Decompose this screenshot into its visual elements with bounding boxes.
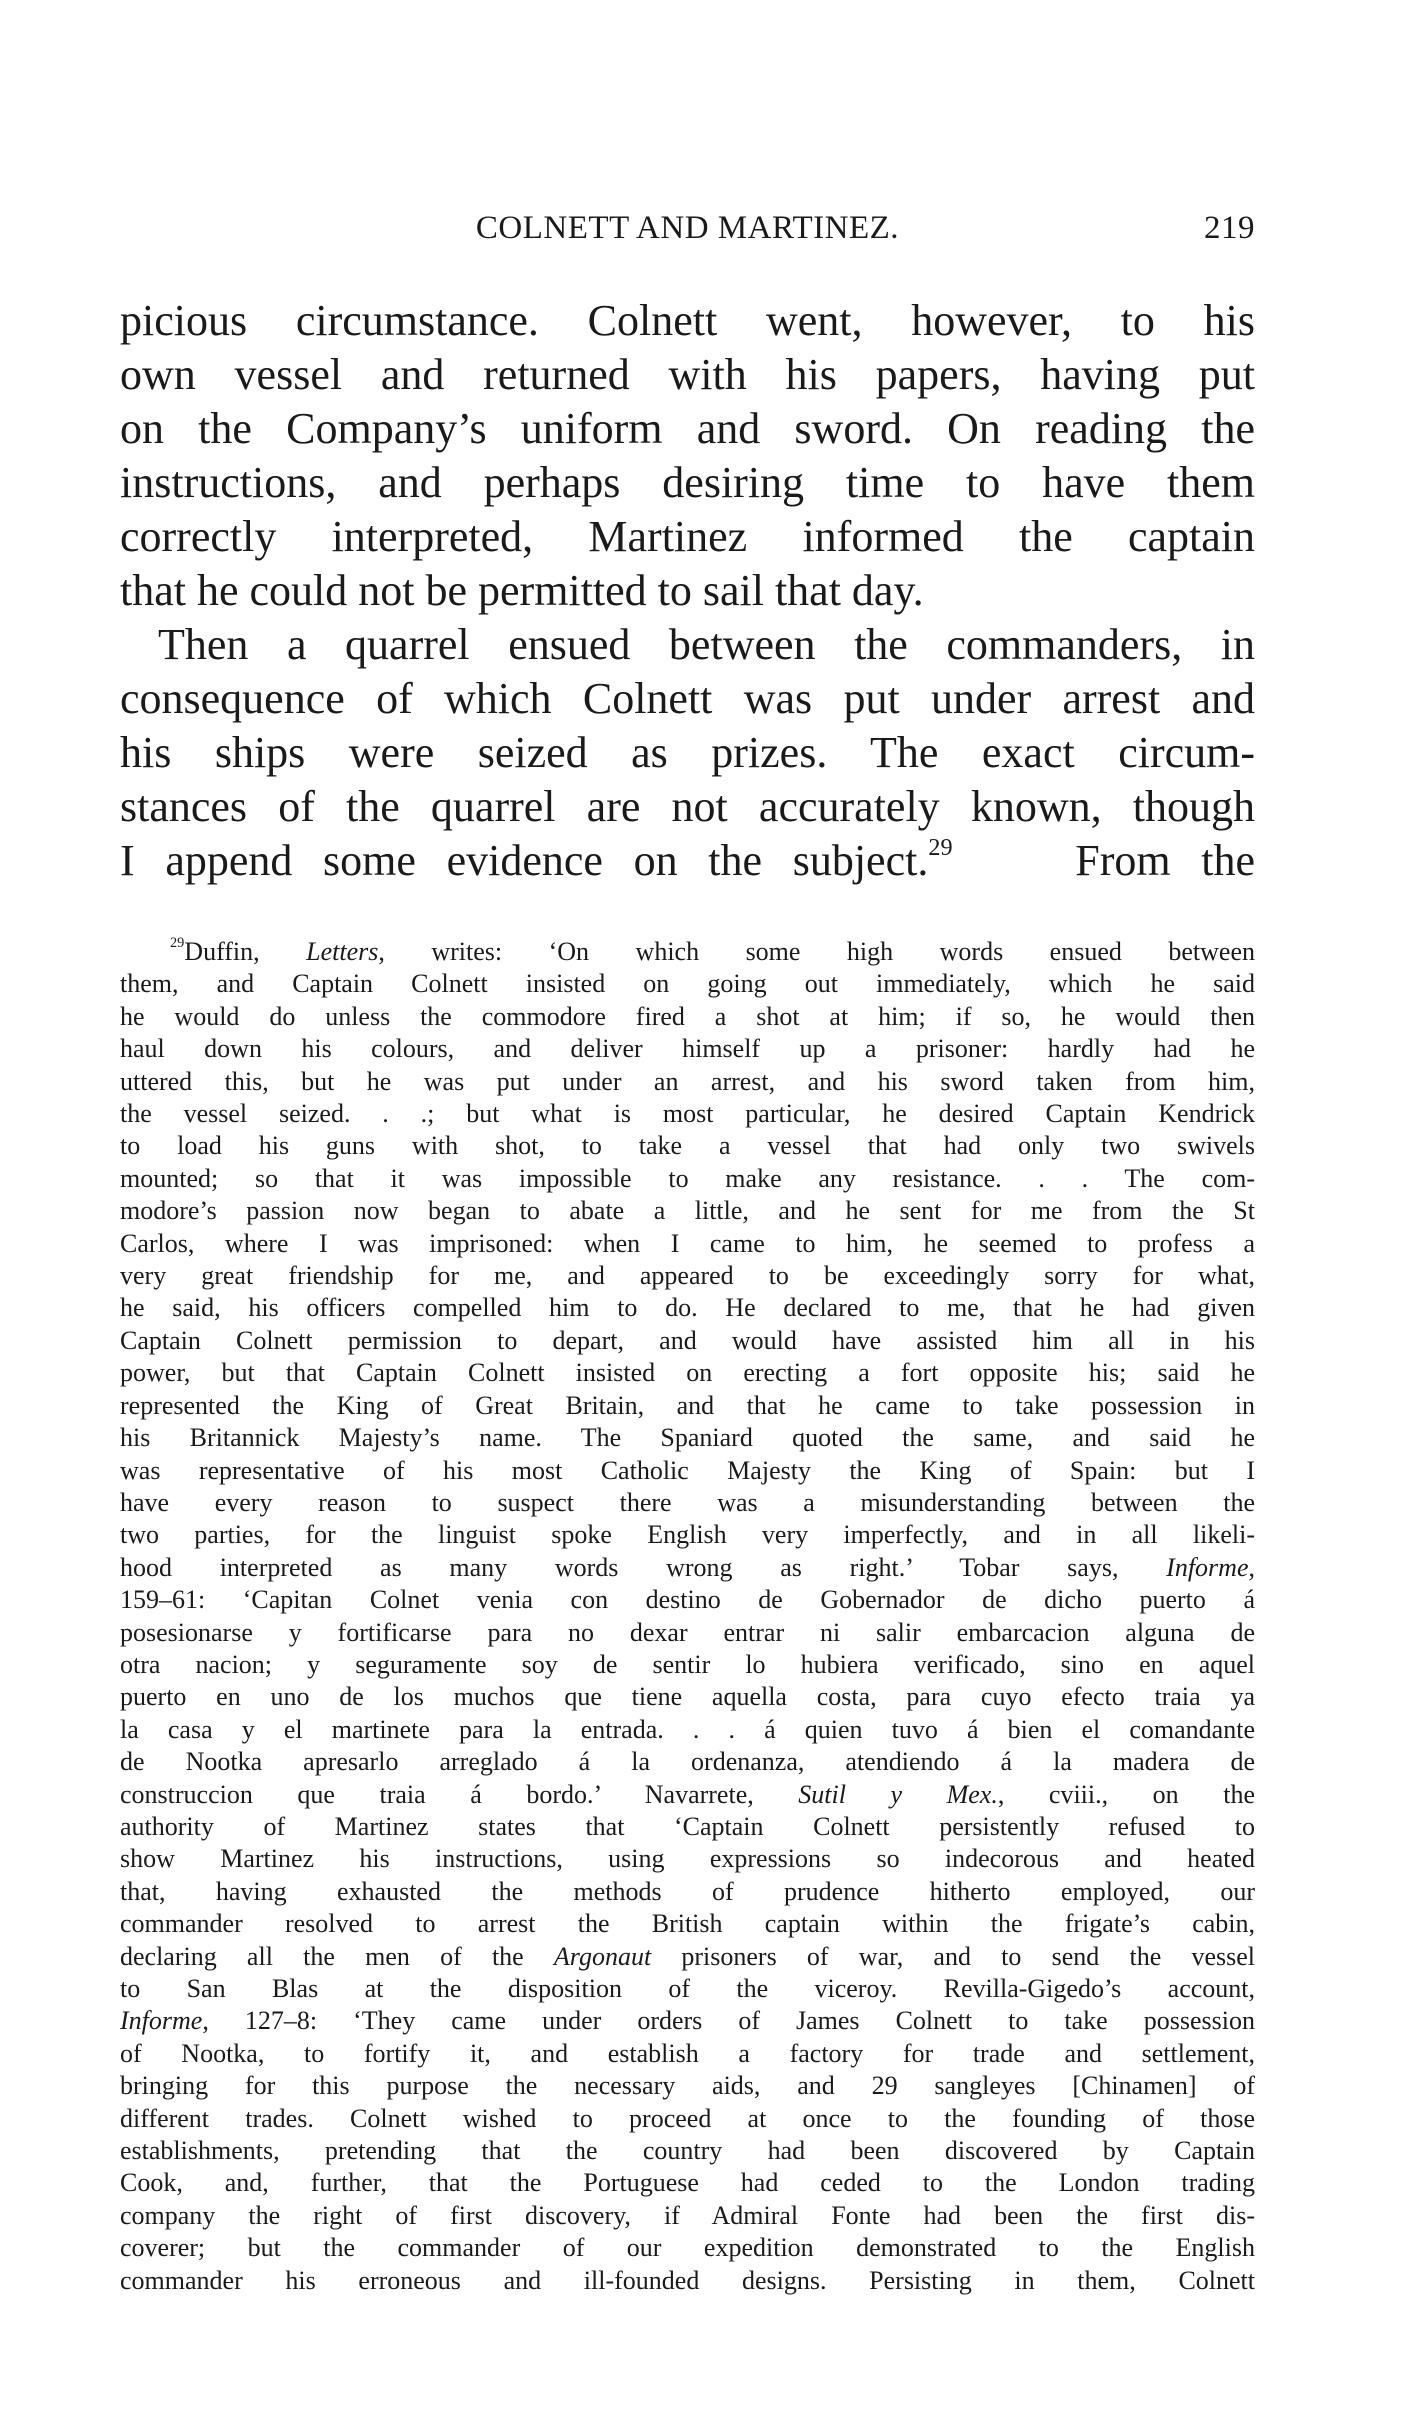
footnote-italic: Informe [1166,1552,1249,1582]
footnote-line: represented the King of Great Britain, and that he came to take possession in [120,1390,1255,1420]
footnote-line: uttered this, but he was put under an arrest, and his sword taken from him, [120,1066,1255,1096]
footnote-line: 159–61: ‘Capitan Colnet venia con destino de Gobernador de dicho puerto á [120,1585,1255,1615]
body-line: on the Company’s uniform and sword. On reading the [120,404,1255,453]
footnote-line: he would do unless the commodore fired a shot at him; if so, he would then [120,1001,1255,1031]
footnote-line: declaring all the men of the Argonaut prisoners of war, and to send the vessel [120,1941,1255,1971]
footnote-italic: Sutil y Mex. [798,1779,998,1809]
footnote-line: very great friendship for me, and appeared to be exceedingly sorry for what, [120,1261,1255,1291]
footnote-italic: Informe [120,2006,203,2036]
footnote-line: modore’s passion now began to abate a little, and he sent for me from the St [120,1196,1255,1226]
footnote [120,936,1255,2297]
footnote-line: he said, his officers compelled him to do. He declared to me, that he had given [120,1293,1255,1323]
footnote-line: commander resolved to arrest the British captain within the frigate’s cabin, [120,1909,1255,1939]
footnote-line: different trades. Colnett wished to proceed at once to the founding of those [120,2103,1255,2133]
body-line: stances of the quarrel are not accurately known, though [120,782,1255,831]
body-line-text: I append some evidence on the subject. [120,836,929,885]
body-line: his ships were seized as prizes. The exact circum- [120,728,1255,777]
footnote-line: $^{29}$Duffin, Letters, writes: ‘On which some high words ensued between [170,935,1255,966]
running-head [120,210,1255,254]
footnote-line: construccion que traia á bordo.’ Navarrete, Sutil y Mex., cviii., on the [120,1779,1255,1809]
book-page [120,210,1255,2297]
footnote-line: coverer; but the commander of our expedition demonstrated to the English [120,2233,1255,2263]
body-line-text: From the [1075,836,1255,885]
body-line: Then a quarrel ensued between the commanders, in [158,620,1255,669]
body-line: picious circumstance. Colnett went, however, to his [120,296,1255,345]
footnote-line: Informe, 127–8: ‘They came under orders of James Colnett to take possession [120,2006,1255,2036]
footnote-line: them, and Captain Colnett insisted on going out immediately, which he said [120,969,1255,999]
footnote-line: hood interpreted as many words wrong as right.’ Tobar says, Informe, [120,1552,1255,1582]
body-line: correctly interpreted, Martinez informed the captain [120,512,1255,561]
footnote-line: Cook, and, further, that the Portuguese had ceded to the London trading [120,2168,1255,2198]
footnote-line: otra nacion; y seguramente soy de sentir lo hubiera verificado, sino en aquel [120,1649,1255,1679]
footnote-line: haul down his colours, and deliver himself up a prisoner: hardly had he [120,1034,1255,1064]
footnote-line: Carlos, where I was imprisoned: when I came to him, he seemed to profess a [120,1228,1255,1258]
footnote-line: two parties, for the linguist spoke English very imperfectly, and in all likeli- [120,1520,1255,1550]
footnote-line: of Nootka, to fortify it, and establish a factory for trade and settlement, [120,2038,1255,2068]
body-line: consequence of which Colnett was put under arrest and [120,674,1255,723]
footnote-line: la casa y el martinete para la entrada. . . á quien tuvo á bien el comandante [120,1714,1255,1744]
footnote-line: bringing for this purpose the necessary aids, and 29 sangleyes [Chinamen] of [120,2071,1255,2101]
footnote-marker: 29 [170,935,185,952]
main-text [120,294,1255,888]
footnote-line: mounted; so that it was impossible to make any resistance. . . The com- [120,1163,1255,1193]
footnote-line: Captain Colnett permission to depart, and would have assisted him all in his [120,1325,1255,1355]
footnote-line: that, having exhausted the methods of prudence hitherto employed, our [120,1876,1255,1906]
page-number: 219 [1204,210,1255,246]
body-line: instructions, and perhaps desiring time to have them [120,458,1255,507]
body-line: own vessel and returned with his papers, having put [120,350,1255,399]
footnote-line: de Nootka apresarlo arreglado á la ordenanza, atendiendo á la madera de [120,1747,1255,1777]
footnote-line: to load his guns with shot, to take a vessel that had only two swivels [120,1131,1255,1161]
footnote-line: to San Blas at the disposition of the viceroy. Revilla-Gigedo’s account, [120,1974,1255,2003]
footnote-line: power, but that Captain Colnett insisted on erecting a fort opposite his; said he [120,1358,1255,1388]
body-line [120,834,1255,888]
footnote-italic: Argonaut [553,1941,652,1971]
footnote-line: authority of Martinez states that ‘Captain Colnett persistently refused to [120,1811,1255,1841]
body-line: that he could not be permitted to sail that day. [120,566,924,615]
running-head-title: COLNETT AND MARTINEZ. [475,210,900,246]
footnote-line: posesionarse y fortificarse para no dexar entrar ni salir embarcacion alguna de [120,1617,1255,1647]
footnote-line: the vessel seized. . .; but what is most particular, he desired Captain Kendrick [120,1099,1255,1129]
footnote-line: company the right of first discovery, if Admiral Fonte had been the first dis- [120,2200,1255,2230]
footnote-line: show Martinez his instructions, using expressions so indecorous and heated [120,1844,1255,1874]
footnote-line: puerto en uno de los muchos que tiene aquella costa, para cuyo efecto traia ya [120,1682,1255,1712]
footnote-line: have every reason to suspect there was a misunderstanding between the [120,1487,1255,1517]
footnote-line: establishments, pretending that the country had been discovered by Captain [120,2136,1255,2166]
footnote-line: was representative of his most Catholic Majesty the King of Spain: but I [120,1455,1255,1485]
footnote-reference: 29 [928,833,953,861]
footnote-line: commander his erroneous and ill-founded designs. Persisting in them, Colnett [120,2265,1255,2295]
footnote-line: his Britannick Majesty’s name. The Spaniard quoted the same, and said he [120,1423,1255,1453]
footnote-italic: Letters [306,937,379,966]
